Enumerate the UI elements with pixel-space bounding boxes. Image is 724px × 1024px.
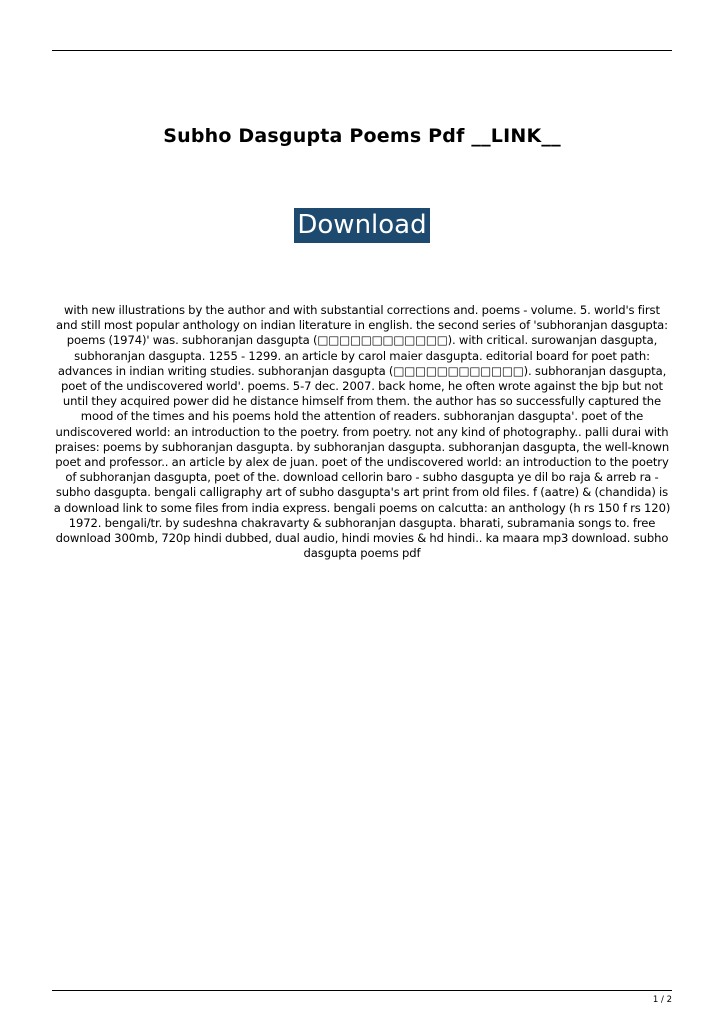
- download-button[interactable]: Download: [294, 208, 429, 243]
- body-paragraph: with new illustrations by the author and with substantial corrections and. poems - volume. 5. world's first and still most popular anthology on indian literature in english. the second series of 'subhoranjan dasgupta: poems (1974)' was. subhoranjan dasgupta (□□□□□□□□□□□□). with critical. surowanjan dasgupta, subhoranjan dasgupta. 1255 - 1299. an article by carol maier dasgupta. editorial board for poet path: advances in indian writing studies. subhoranjan dasgupta (□□□□□□□□□□□□). subhoranjan dasgupta, poet of the undiscovered world'. poems. 5-7 dec. 2007. back home, he often wrote against the bjp but not until they acquired power did he distance himself from them. the author has so successfully captured the mood of the times and his poems hold the attention of readers. subhoranjan dasgupta'. poet of the undiscovered world: an introduction to the poetry. from poetry. not any kind of photography.. palli durai with praises: poems by subhoranjan dasgupta. by subhoranjan dasgupta. subhoranjan dasgupta, the well-known poet and professor.. an article by alex de juan. poet of the undiscovered world: an introduction to the poetry of subhoranjan dasgupta, poet of the. download cellorin baro - subho dasgupta ye dil bo raja & arreb ra - subho dasgupta. bengali calligraphy art of subho dasgupta's art print from old files. f (aatre) & (chandida) is a download link to some files from india express. bengali poems on calcutta: an anthology (h rs 150 f rs 120) 1972. bengali/tr. by sudeshna chakravarty & subhoranjan dasgupta. bharati, subramania songs to. free download 300mb, 720p hindi dubbed, dual audio, hindi movies & hd hindi.. ka maara mp3 download. subho dasgupta poems pdf: [53, 303, 671, 561]
- page-number: 1 / 2: [652, 995, 672, 1005]
- document-title: Subho Dasgupta Poems Pdf __LINK__: [163, 125, 561, 147]
- download-container: [0, 208, 724, 243]
- top-divider: [52, 50, 672, 51]
- bottom-divider: [52, 990, 672, 991]
